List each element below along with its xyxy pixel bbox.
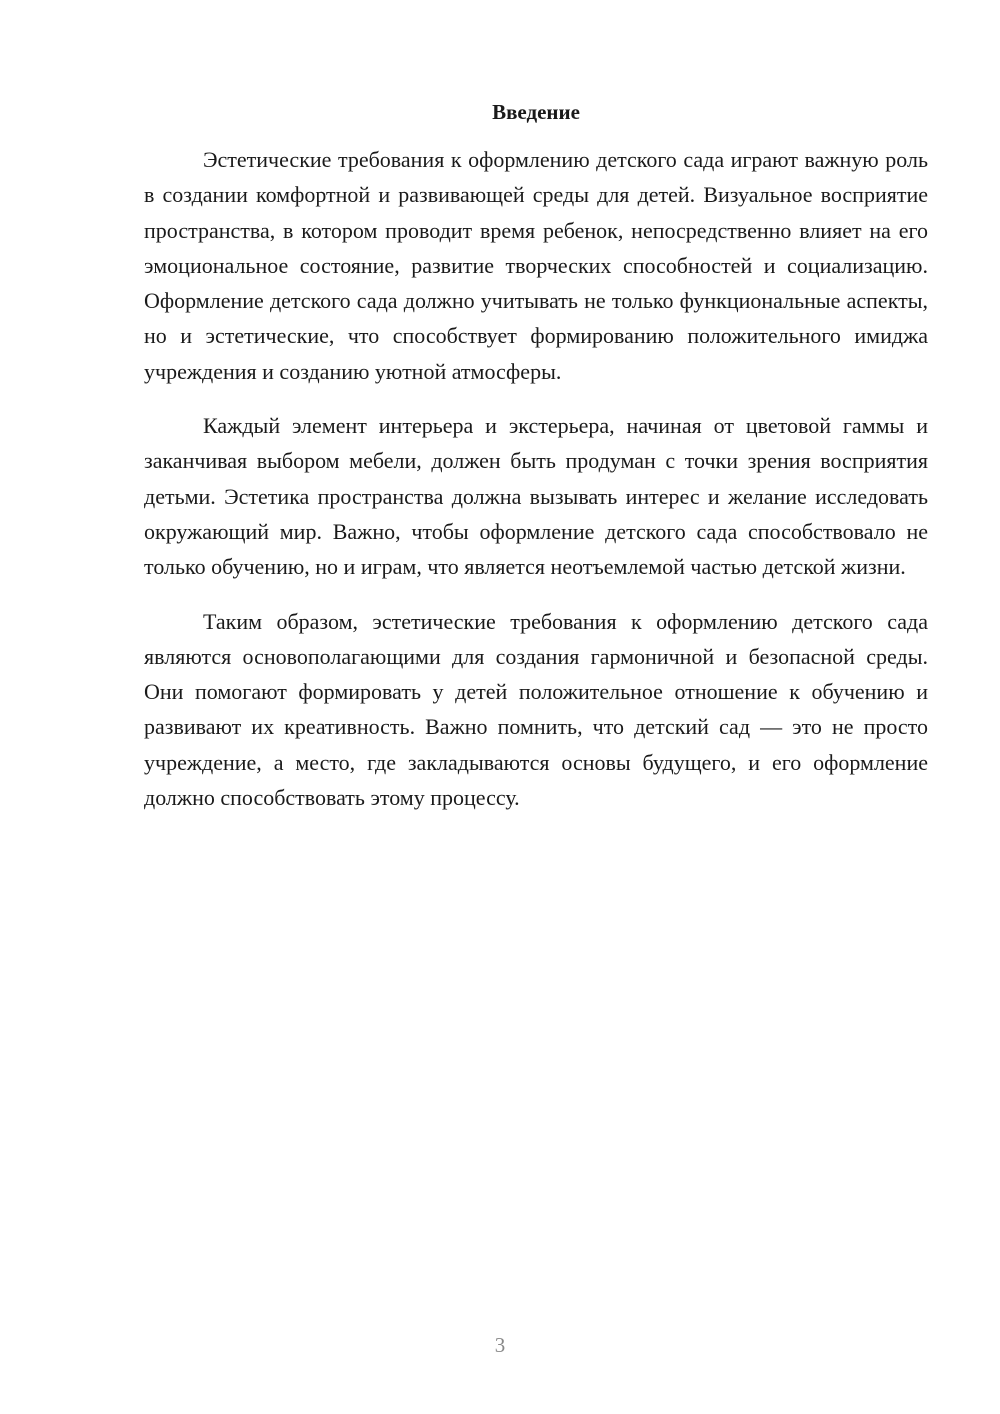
paragraph-1: Эстетические требования к оформлению детского сада играют важную роль в создании комфортной и развивающей среды для детей. Визуальное восприятие пространства, в котором проводит время ребенок, непосредственно влияет на его эмоциональное состояние, развитие творческих способностей и социализацию. Оформление детского сада должно учитывать не только функциональные аспекты, но и эстетические, что способствует формированию положительного имиджа учреждения и созданию уютной атмосферы.: [144, 147, 928, 384]
page-number: 3: [494, 1333, 506, 1357]
paragraph-3: Таким образом, эстетические требования к оформлению детского сада являются основополагающими для создания гармоничной и безопасной среды. Они помогают формировать у детей положительное отношение к обучению и развивают их креативность. Важно помнить, что детский сад — это не просто учреждение, а место, где закладываются основы будущего, и его оформление должно способствовать этому процессу.: [144, 608, 928, 811]
section-heading: Введение: [492, 100, 580, 124]
page-content: [144, 96, 928, 834]
paragraph-2: Каждый элемент интерьера и экстерьера, начиная от цветовой гаммы и заканчивая выбором мебели, должен быть продуман с точки зрения восприятия детьми. Эстетика пространства должна вызывать интерес и желание исследовать окружающий мир. Важно, чтобы оформление детского сада способствовало не только обучению, но и играм, что является неотъемлемой частью детской жизни.: [144, 413, 928, 580]
